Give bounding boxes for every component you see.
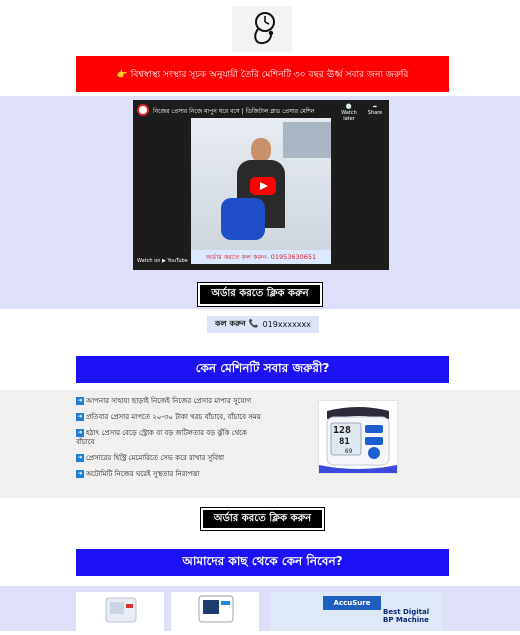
clock-icon: 🕒 <box>345 104 353 110</box>
play-icon[interactable] <box>250 177 276 195</box>
bp-sys-readout: 128 <box>333 425 352 436</box>
benefit-text: হঠাৎ প্রেসার বেড়ে স্ট্রোক বা বড় জটিলতার বড় ঝুঁকি থেকে বাঁচাবে <box>76 429 247 446</box>
list-item <box>76 429 266 447</box>
channel-avatar[interactable] <box>137 104 149 116</box>
video-overlay-phone: অর্ডার করতে কল করুন- 01953630651 <box>191 250 331 264</box>
watch-on-youtube-link[interactable]: Watch on ▶ YouTube <box>137 258 188 264</box>
why-us-title: আমাদের কাছ থেকে কেন নিবেন? <box>182 553 343 568</box>
call-box[interactable] <box>207 316 319 333</box>
promo-card[interactable] <box>271 592 443 631</box>
benefit-text: প্রেসারের হিস্ট্রি মেমোরিতে সেভ করে রাখার সুবিধা <box>86 454 225 462</box>
promo-brand-badge: AccuSure <box>323 596 381 610</box>
why-section-heading <box>76 356 449 383</box>
bp-machine-image <box>318 400 398 474</box>
call-label: কল করুন 📞 <box>214 319 259 328</box>
arrow-right-icon: ➜ <box>77 413 83 420</box>
list-item <box>76 413 266 422</box>
share-label: Share <box>367 110 383 116</box>
benefit-text: অটোমিটি নিজের ঘরেই সুস্থতার নিরাপত্তা <box>86 470 200 478</box>
promo-banner <box>76 56 449 92</box>
product-card[interactable] <box>171 592 259 631</box>
bp-monitor-stethoscope-icon <box>245 10 279 48</box>
share-button[interactable] <box>365 104 385 116</box>
promo-text: Best Digital BP Machine <box>383 608 430 624</box>
arrow-right-icon: ➜ <box>77 397 83 404</box>
video-shelf-graphic <box>283 122 331 158</box>
arrow-right-icon: ➜ <box>77 429 83 436</box>
arrow-right-icon: ➜ <box>77 454 83 461</box>
product-image <box>171 592 259 631</box>
promo-banner-text: 👉 বিশ্বস্বাস্থ্য সংস্থার সূচক অনুযায়ী তৈরি মেশিনটি ৩০ বছর ঊর্ধ্ব সবার জন্য জরুরি <box>116 69 409 80</box>
youtube-video-player[interactable] <box>133 100 389 270</box>
product-card[interactable] <box>76 592 164 631</box>
order-button[interactable]: অর্ডার করতে ক্লিক করুন <box>198 283 322 306</box>
call-number: 019xxxxxxx <box>262 320 312 329</box>
why-us-heading <box>76 549 449 576</box>
video-product-bag <box>221 198 265 240</box>
bp-dia-readout: 81 <box>339 437 350 447</box>
benefit-text: প্রতিবার প্রেসার মাপতে ২০-৩০ টাকা খরচ বাঁচাবে, বাঁচাবে সময় <box>86 413 261 421</box>
arrow-right-icon: ➜ <box>77 470 83 477</box>
list-item <box>76 397 266 406</box>
why-section-title: কেন মেশিনটি সবার জরুরী? <box>195 360 330 375</box>
list-item <box>76 470 266 479</box>
site-logo[interactable] <box>232 6 292 52</box>
product-image <box>76 592 164 631</box>
order-button-2[interactable]: অর্ডার করতে ক্লিক করুন <box>201 508 324 530</box>
watch-later-label: Watch later <box>341 110 357 122</box>
bp-monitor-icon <box>319 401 397 473</box>
list-item <box>76 454 266 463</box>
bp-pulse-readout: 69 <box>345 448 353 455</box>
share-icon: ➦ <box>372 104 378 110</box>
benefits-list <box>76 397 266 486</box>
watch-later-button[interactable] <box>336 104 362 122</box>
video-title[interactable]: নিজের প্রেসার নিজে মাপুন ঘরে বসে | ডিজিটাল ব্লাড প্রেসার মেশিন <box>153 108 315 115</box>
benefit-text: আপনার সাহায্য ছাড়াই নিজেই নিজের প্রেসার মাপার সুযোগ <box>86 397 252 405</box>
